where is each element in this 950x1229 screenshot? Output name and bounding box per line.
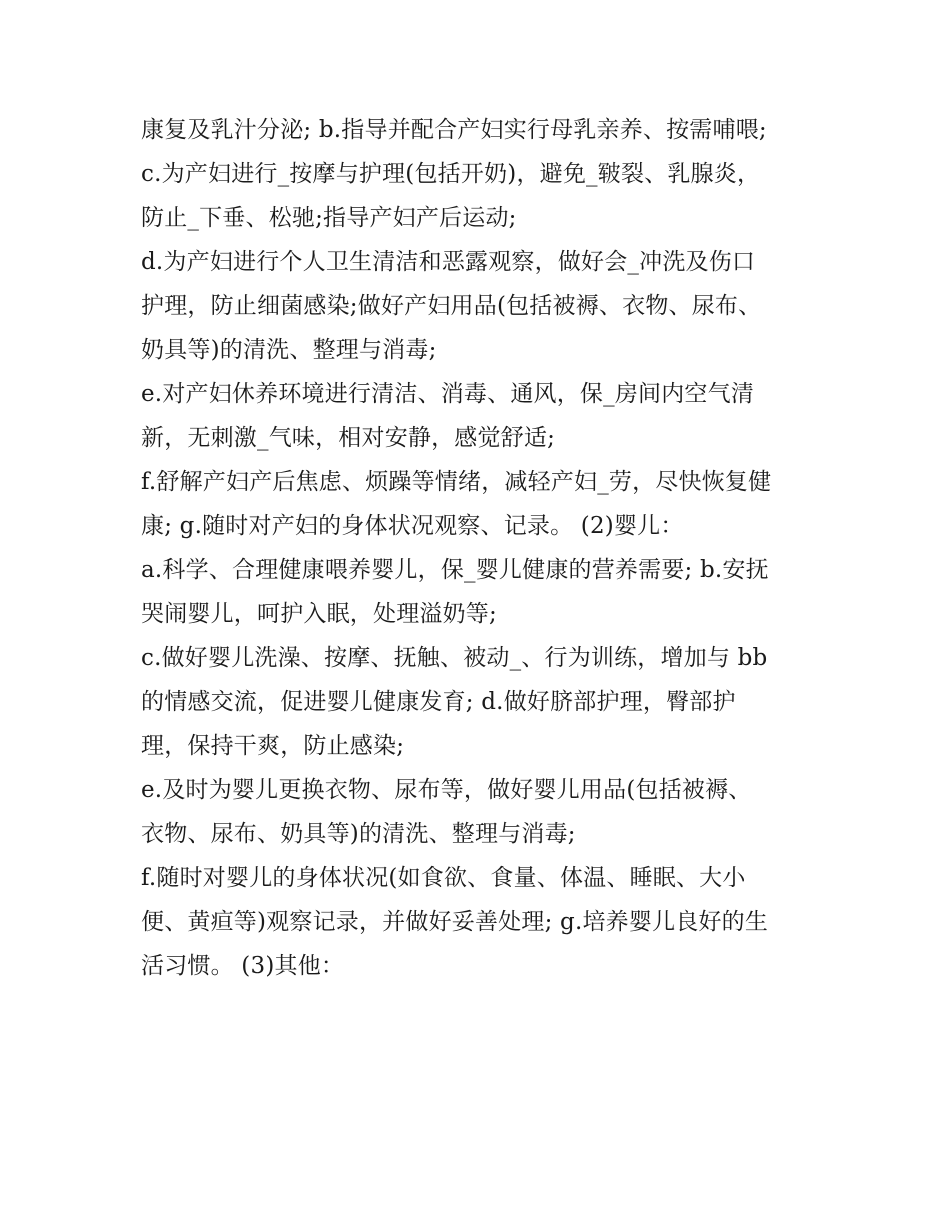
text-line: 便、黄疸等)观察记录，并做好妥善处理; g.培养婴儿良好的生: [141, 909, 769, 935]
text-line: 康复及乳汁分泌; b.指导并配合产妇实行母乳亲养、按需哺喂;: [141, 117, 767, 143]
body-text: [141, 108, 821, 988]
text-line: c.为产妇进行_按摩与护理(包括开奶)，避免_皲裂、乳腺炎，: [141, 161, 761, 187]
text-line: 理，保持干爽，防止感染;: [141, 733, 405, 759]
text-line: e.及时为婴儿更换衣物、尿布等，做好婴儿用品(包括被褥、: [141, 777, 752, 803]
text-line: 奶具等)的清洗、整理与消毒;: [141, 337, 437, 363]
text-line: 防止_下垂、松驰;指导产妇产后运动;: [141, 205, 517, 231]
text-line: 活习惯。 (3)其他：: [141, 953, 345, 979]
text-line: e.对产妇休养环境进行清洁、消毒、通风，保_房间内空气清: [141, 381, 755, 407]
text-line: c.做好婴儿洗澡、按摩、抚触、被动_、行为训练，增加与 bb: [141, 645, 768, 671]
text-line: 衣物、尿布、奶具等)的清洗、整理与消毒;: [141, 821, 576, 847]
text-line: f.随时对婴儿的身体状况(如食欲、食量、体温、睡眠、大小: [141, 865, 746, 891]
text-line: a.科学、合理健康喂养婴儿，保_婴儿健康的营养需要; b.安抚: [141, 557, 769, 583]
text-line: 护理，防止细菌感染;做好产妇用品(包括被褥、衣物、尿布、: [141, 293, 762, 319]
text-line: 哭闹婴儿，呵护入眠，处理溢奶等;: [141, 601, 497, 627]
text-line: 的情感交流，促进婴儿健康发育; d.做好脐部护理，臀部护: [141, 689, 736, 715]
text-line: 康; g.随时对产妇的身体状况观察、记录。 (2)婴儿：: [141, 513, 684, 539]
text-line: f.舒解产妇产后焦虑、烦躁等情绪，减轻产妇_劳，尽快恢复健: [141, 469, 772, 495]
text-line: 新，无刺激_气味，相对安静，感觉舒适;: [141, 425, 556, 451]
text-line: d.为产妇进行个人卫生清洁和恶露观察，做好会_冲洗及伤口: [141, 249, 756, 275]
